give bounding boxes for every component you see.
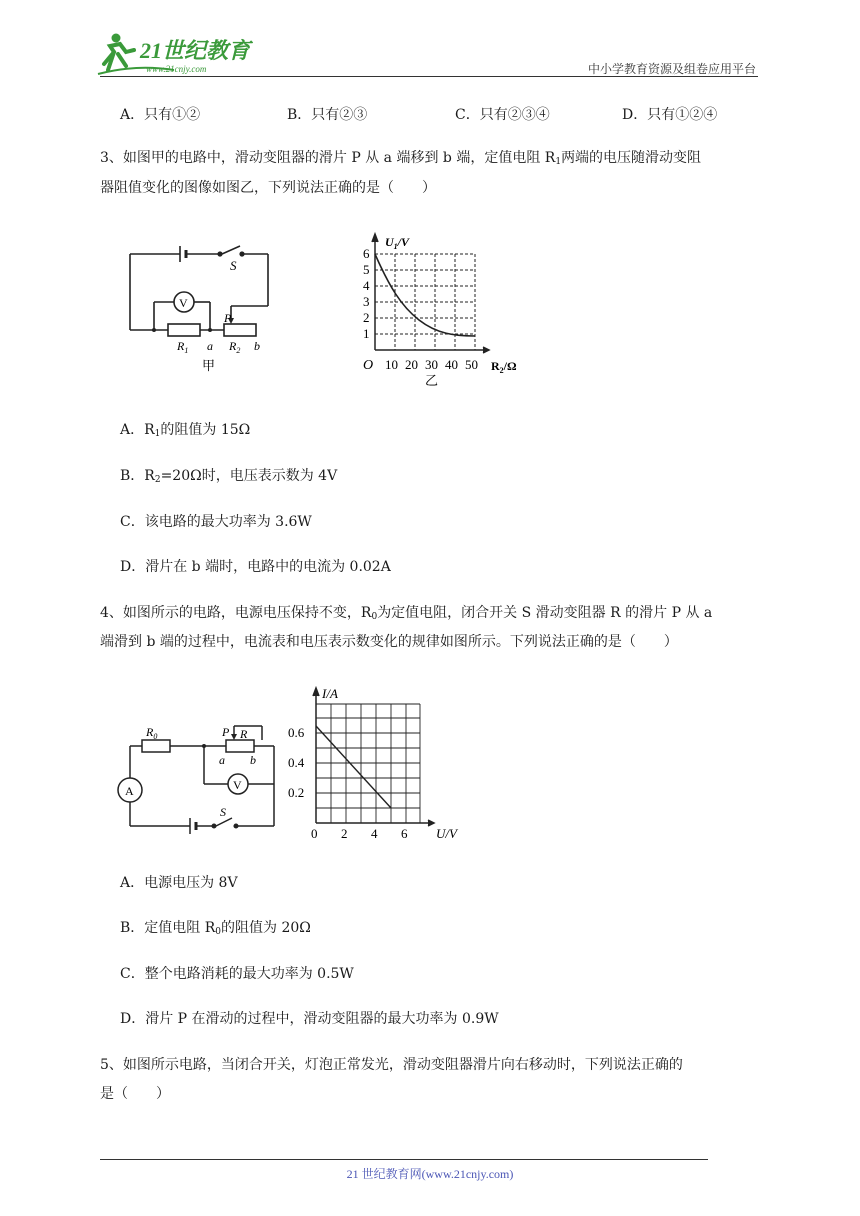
q4-graph-ylabel: I/A — [322, 686, 338, 701]
q3-graph-xlabel: $R_2/\Omega$ — [491, 359, 517, 375]
q3-ytick-3: 3 — [363, 294, 370, 309]
q3-circuit-diagram — [118, 232, 290, 377]
q4-option-d: D．滑片 P 在滑动的过程中，滑动变阻器的最大功率为 0.9W — [120, 1011, 499, 1027]
q3-xtick-40: 40 — [445, 357, 458, 372]
runner-logo-icon — [96, 30, 266, 76]
q3-option-b: B．$R_2=20\Omega$时，电压表示数为 4V — [120, 468, 338, 485]
q3-ytick-4: 4 — [363, 278, 370, 293]
q4-ytick-0.4: 0.4 — [288, 755, 305, 770]
q4-option-c: C．整个电路消耗的最大功率为 0.5W — [120, 966, 354, 982]
q3-ytick-2: 2 — [363, 310, 370, 325]
q4-voltmeter-label: V — [233, 778, 242, 792]
footer-link[interactable]: 21 世纪教育网(www.21cnjy.com) — [346, 1167, 514, 1181]
q4-r-label: R — [240, 727, 248, 741]
q4-switch-label: S — [220, 805, 226, 819]
q4-graph-xlabel: U/V — [436, 826, 457, 841]
q3-circuit-caption: 甲 — [202, 358, 216, 373]
site-logo — [96, 30, 266, 76]
q4-a-label: a — [219, 753, 225, 767]
q4-b-label: b — [250, 753, 256, 767]
q3-stem-line2: 器阻值变化的图像如图乙，下列说法正确的是（ ） — [100, 180, 436, 196]
q3-graph-ylabel: $U_1/V$ — [385, 235, 410, 251]
q3-p-label: P — [224, 311, 232, 325]
q2-option-c: C．只有②③④ — [455, 107, 550, 123]
q3-option-d: D．滑片在 b 端时，电路中的电流为 0.02A — [120, 559, 391, 575]
q3-r2-label: $R_2$ — [229, 339, 241, 355]
q4-stem-line1: 4、如图所示的电路，电源电压保持不变，$R_0$为定值电阻，闭合开关 S 滑动变阻器 R 的滑片 P 从 a — [100, 605, 713, 622]
q4-graph — [282, 686, 462, 846]
header-divider — [100, 76, 758, 77]
q3-xtick-20: 20 — [405, 357, 418, 372]
logo-text: 21世纪教育 — [140, 38, 251, 63]
q4-stem-line2: 端滑到 b 端的过程中，电流表和电压表示数变化的规律如图所示。下列说法正确的是（ ） — [100, 634, 678, 650]
q4-r0-label: $R_0$ — [146, 725, 158, 741]
q3-r1-label: $R_1$ — [177, 339, 189, 355]
q2-option-a: A．只有①② — [120, 107, 201, 123]
q3-graph-caption: 乙 — [425, 373, 439, 386]
q3-option-a: A．$R_1$的阻值为 15Ω — [120, 422, 251, 439]
q3-b-label: b — [254, 339, 260, 353]
q2-option-b: B．只有②③ — [287, 107, 368, 123]
q4-p-label: P — [222, 725, 230, 739]
q4-xtick-4: 4 — [371, 826, 378, 841]
q4-xtick-0: 0 — [311, 826, 318, 841]
q4-xtick-2: 2 — [341, 826, 348, 841]
q4-ytick-0.6: 0.6 — [288, 725, 305, 740]
q4-xtick-6: 6 — [401, 826, 408, 841]
q3-ytick-5: 5 — [363, 262, 370, 277]
q4-ytick-0.2: 0.2 — [288, 785, 305, 800]
q4-option-b: B．定值电阻 $R_0$的阻值为 20Ω — [120, 920, 311, 937]
q3-switch-label: S — [230, 258, 237, 273]
q3-stem-line1: 3、如图甲的电路中，滑动变阻器的滑片 P 从 a 端移到 b 端，定值电阻 $R_1$两端的电压随滑动变阻 — [100, 150, 702, 167]
q3-graph — [345, 226, 545, 386]
q5-stem-line2: 是（ ） — [100, 1086, 170, 1102]
q3-ytick-1: 1 — [363, 326, 370, 341]
q3-a-label: a — [207, 339, 213, 353]
q5-stem-line1: 5、如图所示电路，当闭合开关，灯泡正常发光，滑动变阻器滑片向右移动时，下列说法正确的 — [100, 1057, 683, 1073]
q3-option-c: C．该电路的最大功率为 3.6W — [120, 514, 312, 530]
q3-xtick-10: 10 — [385, 357, 398, 372]
q2-option-d: D．只有①②④ — [622, 107, 718, 123]
platform-title: 中小学教育资源及组卷应用平台 — [587, 62, 756, 76]
q3-ytick-6: 6 — [363, 246, 370, 261]
q4-option-a: A．电源电压为 8V — [120, 875, 238, 891]
q3-xtick-50: 50 — [465, 357, 478, 372]
q4-circuit-diagram — [116, 718, 286, 846]
footer-divider — [100, 1159, 708, 1160]
logo-url: www.21cnjy.com — [146, 64, 207, 74]
q3-graph-origin: O — [363, 358, 374, 373]
q4-ammeter-label: A — [125, 784, 134, 798]
q3-voltmeter-label: V — [179, 296, 188, 310]
q3-xtick-30: 30 — [425, 357, 438, 372]
